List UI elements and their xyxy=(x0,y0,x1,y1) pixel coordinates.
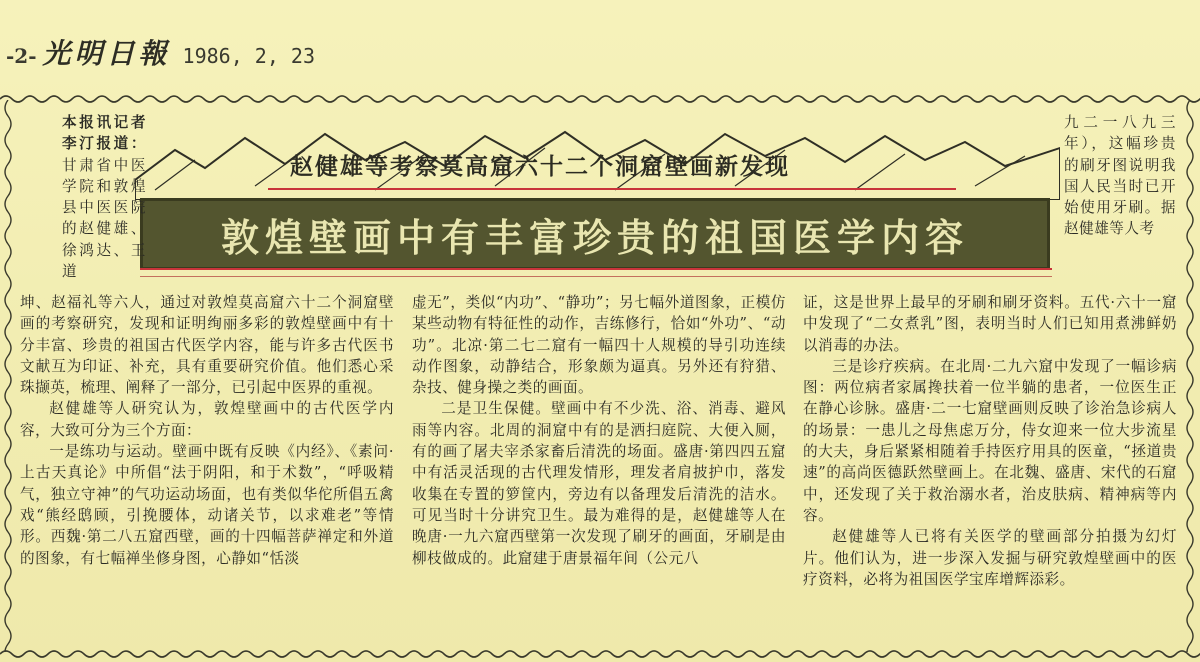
byline-label: 本报讯记者李汀报道： xyxy=(62,114,146,153)
headline-title: 敦煌壁画中有丰富珍贵的祖国医学内容 xyxy=(220,215,969,260)
paragraph: 赵健雄等人研究认为，敦煌壁画中的古代医学内容，大致可分为三个方面： xyxy=(20,400,394,439)
title-underline xyxy=(140,268,1052,270)
subtitle-underline xyxy=(268,188,956,190)
top-right-column xyxy=(1064,112,1176,240)
top-right-text: 九二一八九三年），这幅珍贵的刷牙图说明我国人民当时已开始使用牙刷。据赵健雄等人考 xyxy=(1064,114,1176,238)
body-column-1 xyxy=(20,292,394,569)
paragraph: 三是诊疗疾病。在北周·二九六窟中发现了一幅诊病图：两位病者家属搀扶着一位半躺的患者，一位医生正在静心诊脉。盛唐·二一七窟壁画则反映了诊治急诊病人的场景：一患儿之母焦虑万分，侍女迎来一位大步流星的大夫，身后紧紧相随着手持医疗用具的医童，“拯道贵速”的高尚医德跃然壁画上。在北魏、盛唐、宋代的石窟中，还发现了关于救治溺水者，治皮肤病、精神病等内容。 xyxy=(803,357,1177,524)
byline-text: 甘肃省中医学院和敦煌县中医医院的赵健雄、徐鸿达、王道 xyxy=(62,156,146,281)
paragraph: 虚无”，类似“内功”、“静功”；另七幅外道图象，正模仿某些动物有特征性的动作，吉练修行，恰如“外功”、“动功”。北凉·第二七二窟有一幅四十人规模的导引功连续动作图象，动静结合，形象颇为逼真。另外还有狩猎、杂技、健身操之类的画面。 xyxy=(412,294,786,397)
body-column-3 xyxy=(803,292,1177,590)
title-underline-thin xyxy=(140,276,1052,277)
headline-title-box xyxy=(140,198,1050,270)
paragraph: 坤、赵福礼等六人，通过对敦煌莫高窟六十二个洞窟壁画的考察研究，发现和证明绚丽多彩的敦煌壁画中有十分丰富、珍贵的祖国古代医学内容，能与许多古代医书文献互为印证、补充，具有重要研究价值。他们悉心采珠撷英，梳理、阐释了一部分，已引起中医界的重视。 xyxy=(20,294,394,397)
ornament-border-bottom xyxy=(0,648,1200,660)
newspaper-name: 光明日報 xyxy=(42,37,171,70)
headline-subtitle: 赵健雄等考察莫高窟六十二个洞窟壁画新发现 xyxy=(290,153,790,180)
issue-date: 1986, 2, 23 xyxy=(182,44,315,68)
ornament-border-left xyxy=(2,100,14,652)
paragraph: 赵健雄等人已将有关医学的壁画部分拍摄为幻灯片。他们认为，进一步深入发掘与研究敦煌壁画中的医疗资料，必将为祖国医学宝库增辉添彩。 xyxy=(803,528,1177,588)
body-column-2 xyxy=(412,292,786,569)
byline-column xyxy=(62,112,146,282)
paragraph: 二是卫生保健。壁画中有不少洗、浴、消毒、避风雨等内容。北周的洞窟中有的是洒扫庭院、大便入厕，有的画了屠夫宰杀家畜后清洗的场面。盛唐·第四四五窟中有活灵活现的古代理发情形，理发者肩披护巾，落发收集在专置的箩筐内，旁边有以备理发后清洗的洁水。可见当时十分讲究卫生。最为难得的是，赵健雄等人在晚唐·一九六窟西壁第一次发现了刷牙的画面，牙刷是由柳枝做成的。此窟建于唐景福年间（公元八 xyxy=(412,400,786,567)
ornament-border-right xyxy=(1184,100,1196,652)
paragraph: 证，这是世界上最早的牙刷和刷牙资料。五代·六十一窟中发现了“二女煮乳”图，表明当时人们已知用煮沸鲜奶以消毒的办法。 xyxy=(803,294,1177,354)
ornament-border-top xyxy=(0,93,1200,105)
paragraph: 一是练功与运动。壁画中既有反映《内经》、《素问·上古天真论》中所倡“法于阴阳，和于术数”，“呼吸精气，独立守神”的气功运动场面，也有类似华佗所倡五禽戏“熊经鸱顾，引挽腰体，动诸关节，以求难老”等情形。西魏·第二八五窟西壁，画的十四幅菩萨禅定和外道的图象，有七幅禅坐修身图，心静如“恬淡 xyxy=(20,443,394,567)
masthead xyxy=(0,32,315,72)
page-number: -2- xyxy=(6,44,37,68)
